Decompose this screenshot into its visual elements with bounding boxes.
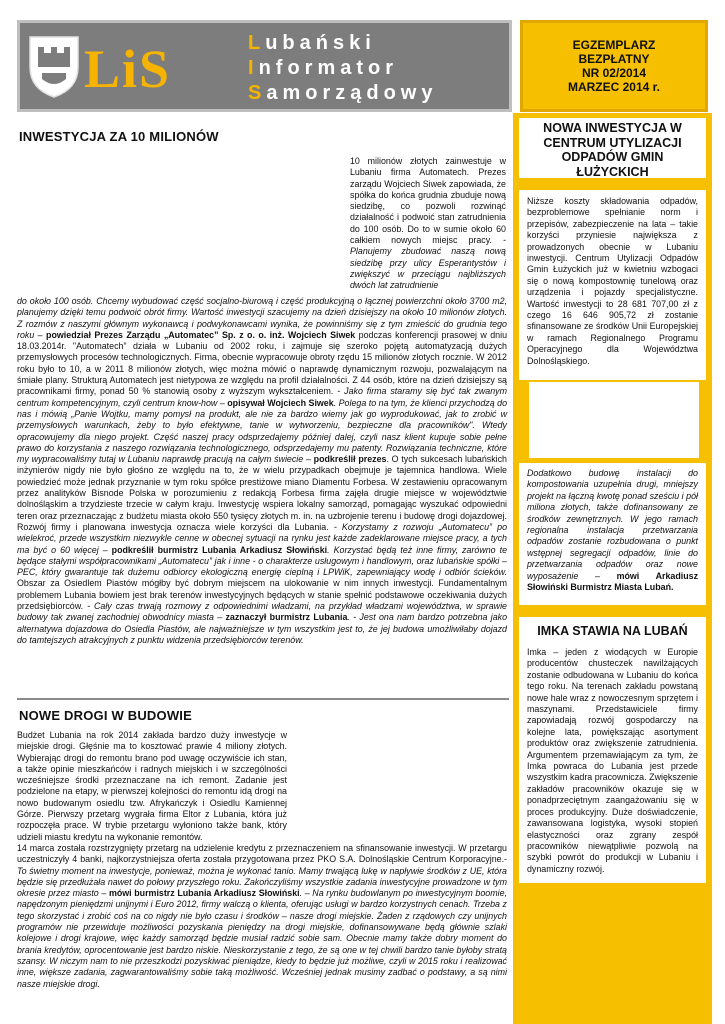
logo-text: LiS	[84, 39, 172, 99]
edition-line-3: NR 02/2014	[581, 66, 647, 80]
sidebar-box2-title: IMKA STAWIA NA LUBAŃ	[537, 624, 688, 638]
masthead-title	[248, 31, 438, 106]
title-line-2: Informator	[248, 57, 399, 79]
edition-line-1: EGZEMPLARZ	[572, 38, 656, 52]
title-line-3: Samorządowy	[248, 82, 438, 104]
sidebar-box1-caption: Dodatkowo budowę instalacji do kompostowania uzupełnia drugi, mniejszy projekt na łączną kwotę ponad sześciu i pół miliona złotych, także dofinansowany ze środków zewnętrznych. W jego ramach regionalna instalacja przetwarzania odpadów zostanie rozbudowana o punkt wstępnej segregacji odpadów, linie do przetwarzania odpadów oraz nowe wyposażenie – mówi Arkadiusz Słowiński Burmistrz Miasta Lubań.	[527, 468, 699, 593]
sidebar-box1-text: Niższe koszty składowania odpadów, bezproblemowe spełnianie norm i przepisów, zabezpieczenie na lata – takie korzyści przyniesie największa z prowadzonych obecnie w Lubaniu inwestycji. Centrum Utylizacji Odpadów Gmin Łużyckich już w kwietniu wzbogaci się o nową kompostownię tunelową oraz urządzenia i pojazdy specjalistyczne. Wartość inwestycji to 28 681 707,00 zł z czego 16 646 905,72 zł zostanie sfinansowane ze środków Unii Europejskiej w ramach Regionalnego Programu Operacyjnego dla Województwa Dolnośląskiego.	[527, 196, 698, 366]
article2-lead: Budżet Lubania na rok 2014 zakłada bardzo duży inwestycje w miejskie drogi. Głęśnie ma to kosztować prawie 4 miliony złotych. Wybierając drogi do remontu brano pod uwagę oczywiście ich stan, a także opinie mieszkańców i radnych miejskich i w szczególności wcześniejsze środki przeznaczane na ich remont. Zadanie jest podzielone na etapy, w pierwszej kolejności do remontu idą drogi na nowo budowanym osiedlu tzw. Afrykańczyk i Osiedlu Kamiennej Górze. Pierwszy przetarg wygrała firma Eltor z Lubania, która już rozpoczęła prace. W trybie przetargu wyłoniono także bank, który udzieli miastu kredytu na wykonanie remontów.	[17, 730, 287, 842]
article1-intro: 10 milionów złotych zainwestuje w Lubaniu firma Automatech. Prezes zarządu Wojciech Siwek zapowiada, że spółka do końca grudnia zbuduje nową siedzibę, co pozwoli rozwinąć działalność i podwoić stan zatrudnienia do 100 osób. Do to w sumie około 60 całkiem nowych miejsc pracy. - Planujemy zbudować naszą nową siedzibę przy ulicy Esperantystów i zwiększyć w przeciągu najbliższych dwóch lat zatrudnienie	[350, 156, 507, 291]
article2-title: NOWE DROGI W BUDOWIE	[19, 708, 192, 723]
section-divider	[17, 698, 509, 700]
sidebar-box2-text: Imka – jeden z wiodących w Europie producentów chusteczek nawilżających zostanie odbudowana w Lubaniu do końca tego roku. Na terenach zakładu powstaną nowe hale wraz z nowoczesnym sprzętem i maszynami. Przedstawiciele firmy zapowiadają rozwój gospodarczy na kolejne lata, powiększając asortyment produktów oraz zwiększenie zatrudnienia. Argumentem przemawiającym za tym, że Imka powraca do Lubania jest przede wszystkim kadra pracownicza. Zwiększenie zakładów pracowników okazuje się w ponadprzeciętnym zaangażowaniu się w proces produkcyjny. Duże doświadczenie, zawansowana logistyka, wysoki stopień elastyczności oraz zgrany zespół pracowników niewątpliwie pozwolą na szybki powrót do produkcji w Lubaniu i dynamiczny rozwój.	[527, 647, 698, 874]
masthead	[17, 20, 512, 112]
edition-line-4: MARZEC 2014 r.	[567, 80, 661, 94]
edition-line-2: BEZPŁATNY	[578, 52, 650, 66]
sidebar-photo	[529, 382, 699, 458]
article1-title: INWESTYCJA ZA 10 MILIONÓW	[19, 129, 219, 144]
sidebar-box1-title: NOWA INWESTYCJA W CENTRUM UTYLIZACJI ODPADÓW GMIN ŁUŻYCKICH	[543, 121, 682, 179]
edition-box	[520, 20, 708, 112]
coat-of-arms-icon	[28, 33, 80, 99]
article1-body: do około 100 osób. Chcemy wybudować część socjalno-biurową i część produkcyjną o łącznej powierzchni około 3700 m2, planujemy dzięki temu podwoić obrót firmy. Wartość inwestycji szacujemy na dzień dzisiejszy na około 10 milionów złotych. Z rozmów z naszymi głównym wykonawcą i podwykonawcami wynika, że powinniśmy się z tym zmieścić do grudnia tego roku – powiedział Prezes Zarządu „Automatec” Sp. z o. o. inż. Wojciech Siwek podczas konferencji prasowej w dniu 18.03.2014r. "Automatech” działa w Lubaniu od 2002 roku, i zajmuje się szeroko pojętą automatyzacją dużych przemysłowych procesów technologicznych. Firma, obecnie wypracowuje obroty rzędu 15 milionów złotych rocznie. W 2012 roku było to 10, a w 2011 8 milionów złotych, więc można mówić o naprawdę dynamicznym rozwoju, pozwalającym na śmiałe plany. Strukturą Automatech jest nietypowa ze względu na profil działalności. Z 44 osób, które na dzień dzisiejszy są pracownikami firmy, ponad 50 % stanowią osoby z wyższym wykształceniem. - Jako firma staramy się być tak zwanym centrum kompetencyjnym, czyli centrum know-how – opisywał Wojciech Siwek. Polega to na tym, że klienci przychodzą do nas i mówią „Panie Wojtku, mamy pomysł na produkt, ale nie za bardzo wiemy jak go wyprodukować, jak to zrobić w przemysłowych warunkach, żeby to było efektywne, tanie w wytworzeniu, bezpieczne dla pracowników". Wtedy opracowujemy dla niego projekt. Część naszej pracy odsprzedajemy później dalej, czyli nasz klient kupuje sobie pełne prawo do korzystania z naszego rozwiązania technologicznego, odsprzedajemy mu patenty. Rozwiązania techniczne, które my wypracowaliśmy tutaj w Lubaniu naprawdę pracują na całym świecie – podkreślił prezes. O tych sukcesach lubańskich inżynierów nigdy nie było głośno ze względu na to, że w wielu przypadkach obejmuje je tajemnica handlowa. Wiele powiedzieć może jednak przyznanie w tym roku spółce prestiżowe miano Diamentu Forbesa. W zestawieniu opracowanym przez analityków Bisnode Polska w porozumieniu z redakcją Forbesa firma zajęła drugie miejsce w województwie dolnośląskim a trzydzieste trzecie w całym kraju. Inwestycję wspiera lokalny samorząd, pomagając wyszukać odpowiedni teren oraz przeznaczając z budżetu miasta około 550 tysięcy złotych m. in. na uzbrojenie terenu i budowę drogi dojazdowej. Rozwój firmy i planowana inwestycja oznacza wiele korzyści dla Lubania. - Korzystamy z rozwoju „Automatecu” po wielekroć, przede wszystkim niezwykle cenne w obecnej sytuacji na rynku jest każde zadeklarowane miejsce pracy, a tych ma być o 60 więcej – podkreślił burmistrz Lubania Arkadiusz Słowiński. Korzystać będą też inne firmy, zarówno te będące stałymi współpracownikami „Automatecu” jak i inne - o charakterze usługowym i handlowym, oraz lubańskie spółki – PEC, który gwarantuje tak dużemu odbiorcy ekologiczną energię cieplną i LPWiK, zapewniający wodę i odbiór ścieków. Obszar za Osiedlem Piastów mógłby być dobrym miejscem na ulokowanie w nim innych inwestycji. Fundamentalnym problemem Lubania bowiem jest brak terenów inwestycyjnych będących w stanie spełnić podstawowe oczekiwania dużych przedsiębiorców. - Cały czas trwają rozmowy z odpowiednimi władzami, na przykład władzami województwa, w sprawie budowy tak zwanej zachodniej obwodnicy miasta – zaznaczył burmistrz Lubania. - Jest ona nam bardzo potrzebna jako alternatywa dojazdowa do Osiedla Piastów, ale najważniejsze w tym wszystkim jest to, że jej budowa umożliwiłaby dojazd do tamtejszych atrakcyjnych z punktu widzenia przedsiębiorców terenów.	[17, 296, 508, 645]
title-line-1: Lubański	[248, 32, 376, 54]
article2-body: 14 marca została rozstrzygnięty przetarg na udzielenie kredytu z przeznaczeniem na sfinansowanie inwestycji. W przetargu uczestniczyły 4 banki, najkorzystniejsza oferta została przygotowana przez PKO S.A. Dolnośląskie Centrum Korporacyjne.- To świetny moment na inwestycje, ponieważ, można je wykonać tanio. Mamy trwającą lukę w napływie środków z UE, która będzie się przedłużała nawet do połowy przyszłego roku. Zakończyliśmy wszystkie zadania inwestycyjne prowadzone w tym okresie przez miasto – mówi burmistrz Lubania Arkadiusz Słowiński. – Na rynku budowlanym po inwestycyjnym boomie, napędzonym pieniędzmi unijnymi i Euro 2012, firmy walczą o klienta, oferując usługi w bardzo korzystnych cenach. Trzeba z tego skorzystać i zrobić coś na co nigdy nie było czasu i środków – nasze drogi miejskie. Żaden z rządowych czy unijnych programów nie przewiduje możliwości pozyskania pieniędzy na drogi miejskie, dofinansowywane będą głównie szlaki kolejowe i drogi krajowe, więc każdy samorząd będzie musiał radzić sobie sam. Obecnie mamy także dobry moment do brania kredytów, oprocentowanie jest bardzo niskie. Nieskorzystanie z tego, że są one w tej chwili bardzo tanie byłoby stratą szansy. W niczym nam to nie przeszkodzi pozyskiwać pieniądze, kiedy to będzie już możliwe, czyli w 2015 roku i realizować inne, większe zadania, zagwarantowaliśmy sobie taką możliwość. Wcześniej jednak musimy zadbać o podstawy, a są nimi nasze miejskie drogi.	[17, 843, 507, 989]
